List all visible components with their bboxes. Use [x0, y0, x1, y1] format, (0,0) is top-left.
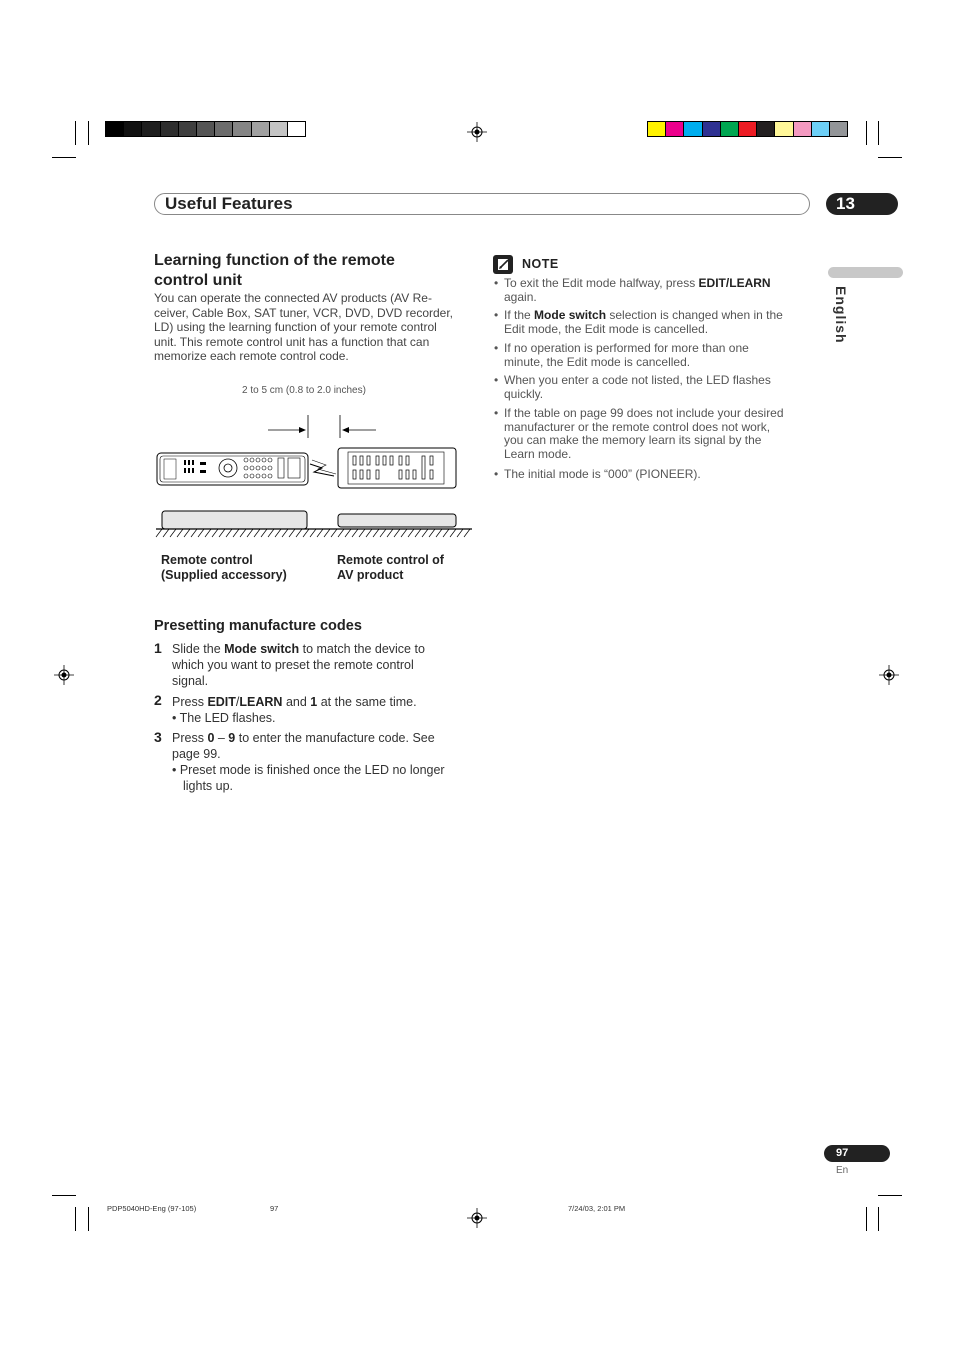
color-swatch: [214, 121, 233, 137]
registration-mark-icon: [54, 665, 74, 685]
color-swatch: [665, 121, 684, 137]
crop-mark: [52, 1195, 76, 1196]
color-swatch: [160, 121, 179, 137]
key-9-term: 9: [228, 731, 236, 745]
bullet: •: [494, 406, 499, 420]
key-0-term: 0: [207, 731, 215, 745]
mode-switch-term: Mode switch: [534, 308, 607, 322]
crop-mark: [878, 1207, 879, 1231]
learning-heading: [154, 251, 395, 291]
footer-date: 7/24/03, 2:01 PM: [568, 1204, 626, 1213]
color-swatch: [829, 121, 848, 137]
bullet: •: [494, 276, 499, 290]
step-text-part: Slide the: [172, 642, 225, 656]
crop-mark: [866, 1207, 867, 1231]
note-text: quickly.: [504, 386, 544, 401]
note-title: NOTE: [522, 257, 559, 271]
step-text-part: at the same time.: [317, 695, 417, 709]
step-text-part: and: [282, 695, 311, 709]
page-number: 97: [824, 1145, 890, 1162]
learning-intro: [154, 291, 464, 364]
learn-term: LEARN: [239, 695, 283, 709]
intro-line: LD) using the learning function of your remote control: [154, 320, 437, 335]
step-text-line: signal.: [172, 674, 209, 688]
crop-mark: [52, 157, 76, 158]
step-1-text: [172, 641, 472, 689]
section-title: Useful Features: [165, 194, 293, 213]
note-icon: [493, 255, 513, 274]
edit-term: EDIT: [207, 695, 236, 709]
registration-mark-icon: [467, 122, 487, 142]
mode-switch-term: Mode switch: [224, 642, 300, 656]
learning-heading-line1: Learning function of the remote: [154, 252, 395, 269]
step-number: 2: [154, 692, 162, 708]
footer-filename: PDP5040HD-Eng (97-105): [107, 1204, 197, 1213]
color-swatch: [774, 121, 793, 137]
step-text-line: lights up.: [183, 779, 234, 793]
intro-line: You can operate the connected AV products (AV Re-: [154, 291, 432, 305]
color-swatch: [269, 121, 288, 137]
note-text: Learn mode.: [504, 446, 572, 461]
step-text-part: Press: [172, 695, 208, 709]
color-swatch: [683, 121, 702, 137]
language-tab: [828, 267, 903, 278]
color-swatch: [647, 121, 666, 137]
registration-mark-icon: [879, 665, 899, 685]
color-swatch: [811, 121, 830, 137]
crop-mark: [75, 121, 76, 145]
crop-mark: [878, 157, 902, 158]
color-swatch: [793, 121, 812, 137]
note-text: If the table on page 99 does not include your desired: [504, 406, 784, 420]
label-av-remote: [337, 553, 444, 583]
bullet: •: [494, 308, 499, 322]
step-text-part: –: [214, 731, 229, 745]
note-text: When you enter a code not listed, the LED flashes: [504, 373, 771, 387]
step-text-part: to match the device to: [299, 642, 425, 656]
color-swatch: [251, 121, 270, 137]
crop-mark: [88, 121, 89, 145]
intro-line: memorize each remote control code.: [154, 349, 349, 364]
color-swatch: [178, 121, 197, 137]
crop-mark: [88, 1207, 89, 1231]
step-sub-bullet: • The LED flashes.: [172, 711, 276, 725]
preset-heading: Presetting manufacture codes: [154, 618, 362, 634]
step-text-part: /: [235, 695, 240, 709]
registration-mark-icon: [467, 1208, 487, 1228]
color-swatch: [232, 121, 251, 137]
step-text-line: page 99.: [172, 747, 221, 761]
step-2-text: [172, 694, 472, 726]
step-number: 1: [154, 640, 162, 656]
remote-learning-diagram: [154, 410, 474, 540]
bullet: •: [494, 373, 499, 387]
color-swatch: [756, 121, 775, 137]
color-swatch: [105, 121, 124, 137]
crop-mark: [878, 1195, 902, 1196]
crop-mark: [75, 1207, 76, 1231]
color-swatch: [738, 121, 757, 137]
step-sub-bullet: • Preset mode is finished once the LED no longer: [172, 763, 445, 777]
crop-mark: [878, 121, 879, 145]
intro-line: ceiver, Cable Box, SAT tuner, VCR, DVD, DVD recorder,: [154, 305, 454, 320]
note-text: again.: [504, 289, 537, 304]
label-line: (Supplied accessory): [161, 568, 287, 582]
note-text: minute, the Edit mode is cancelled.: [504, 354, 691, 369]
crop-mark: [866, 121, 867, 145]
note-text: If the: [504, 308, 535, 322]
color-swatch: [287, 121, 306, 137]
color-swatch: [141, 121, 160, 137]
label-line: Remote control of: [337, 553, 444, 567]
color-swatch: [720, 121, 739, 137]
language-label: English: [833, 286, 849, 344]
color-swatch: [123, 121, 142, 137]
footer-sheet: 97: [270, 1204, 279, 1213]
note-text: Edit mode, the Edit mode is cancelled.: [504, 321, 709, 336]
color-swatch: [196, 121, 215, 137]
bullet: •: [494, 341, 499, 355]
step-3-text: [172, 730, 472, 794]
step-number: 3: [154, 729, 162, 745]
distance-caption: 2 to 5 cm (0.8 to 2.0 inches): [242, 385, 366, 396]
note-text: The initial mode is “000” (PIONEER).: [504, 467, 701, 481]
note-text: If no operation is performed for more than one: [504, 341, 749, 355]
learn-term: LEARN: [729, 276, 771, 290]
color-swatch: [702, 121, 721, 137]
step-text-part: Press: [172, 731, 208, 745]
note-text: selection is changed when in the: [606, 308, 783, 322]
intro-line: unit. This remote control unit has a function that can: [154, 334, 430, 349]
label-line: AV product: [337, 568, 404, 582]
chapter-badge: 13: [826, 193, 898, 215]
edit-term: EDIT: [698, 276, 726, 290]
note-text: To exit the Edit mode halfway, press: [504, 276, 699, 290]
step-text-part: to enter the manufacture code. See: [235, 731, 435, 745]
note-text: manufacturer or the remote control does not work,: [504, 419, 771, 434]
bullet: •: [494, 467, 499, 481]
learning-heading-line2: control unit: [154, 272, 242, 289]
label-line: Remote control: [161, 553, 253, 567]
note-text: you can make the memory learn its signal by the: [504, 433, 762, 448]
key-1-term: 1: [310, 695, 318, 709]
page-language: En: [836, 1165, 849, 1176]
slash: /: [725, 276, 730, 290]
label-supplied-remote: [161, 553, 287, 583]
step-text-line: which you want to preset the remote control: [172, 658, 414, 672]
